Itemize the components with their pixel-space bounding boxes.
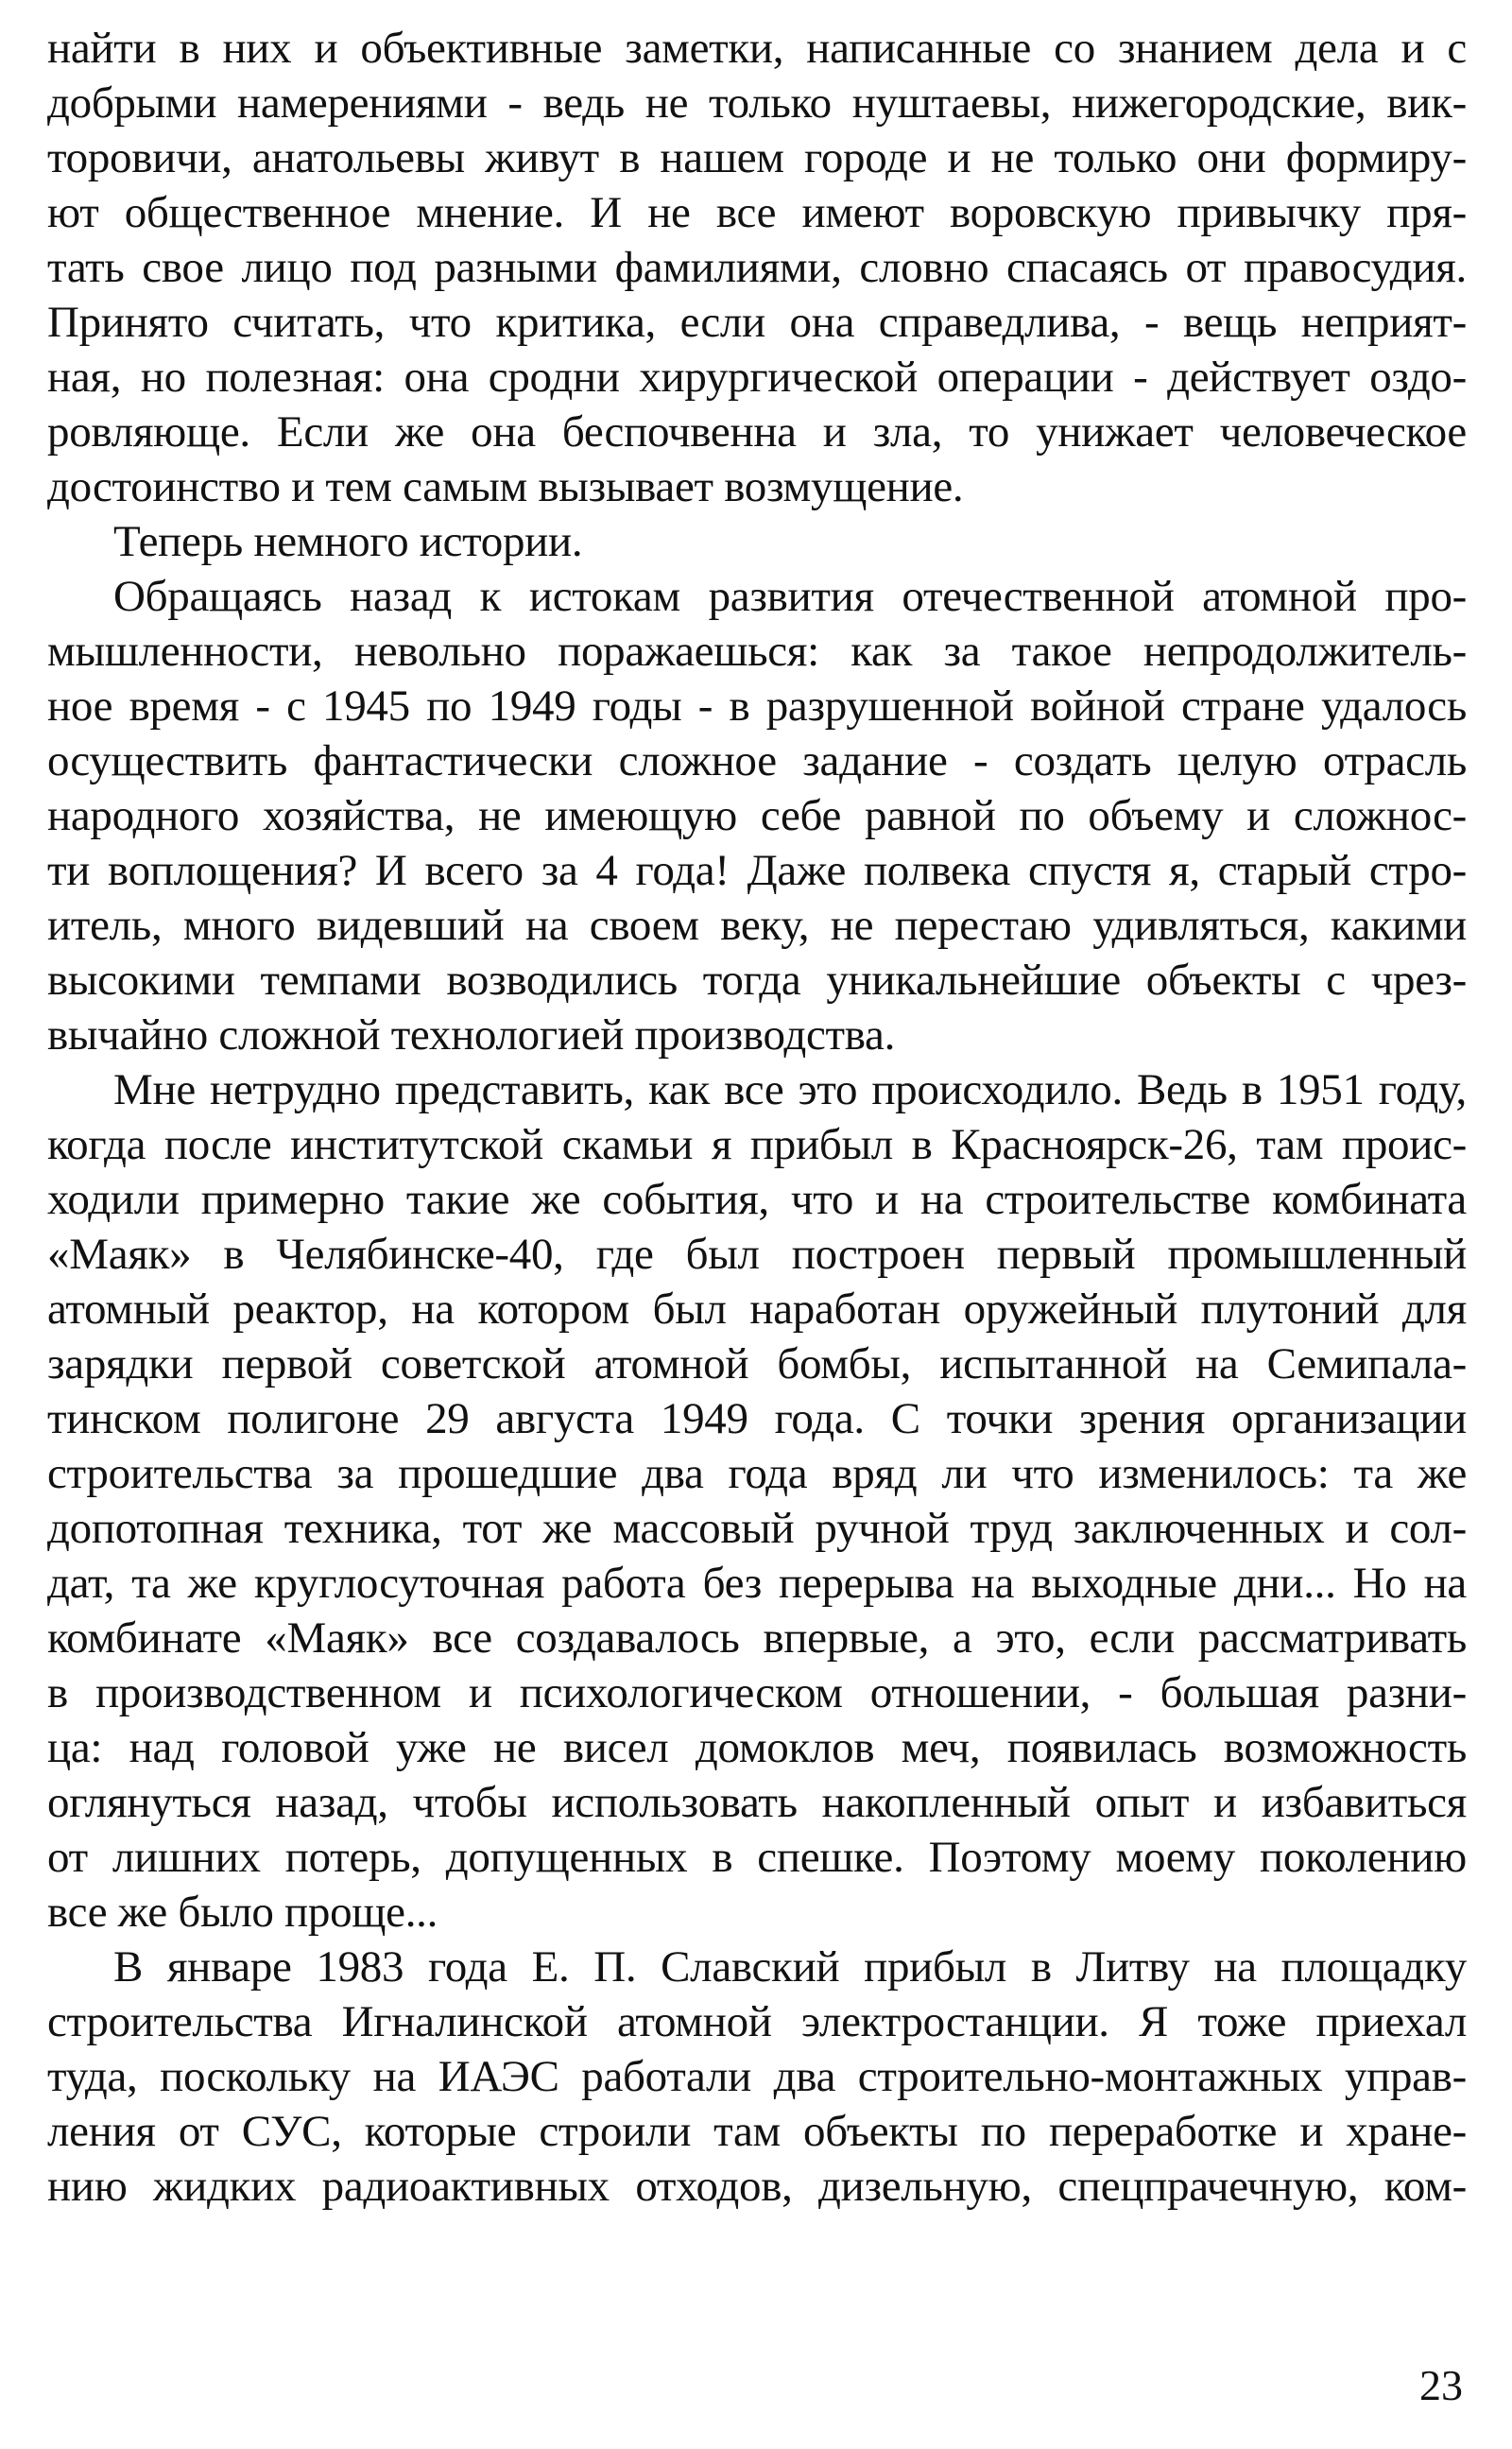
body-text xyxy=(47,21,1467,2214)
text-line: ца: над головой уже не висел домоклов меч, появилась возможность xyxy=(47,1723,1467,1772)
text-line: Обращаясь назад к истокам развития отечественной атомной про- xyxy=(113,572,1467,621)
text-line: В январе 1983 года Е. П. Славский прибыл в Литву на площадку xyxy=(113,1942,1467,1992)
text-line: комбинате «Маяк» все создавалось впервые, а это, если рассматривать xyxy=(47,1613,1467,1663)
text-line: зарядки первой советской атомной бомбы, испытанной на Семипала- xyxy=(47,1339,1467,1388)
text-line: добрыми намерениями - ведь не только нуштаевы, нижегородские, вик- xyxy=(47,78,1467,128)
text-line: мышленности, невольно поражаешься: как за такое непродолжитель- xyxy=(47,627,1467,676)
text-line: в производственном и психологическом отношении, - большая разни- xyxy=(47,1668,1467,1717)
text-line: нию жидких радиоактивных отходов, дизельную, спецпрачечную, ком- xyxy=(47,2162,1467,2211)
text-line: ное время - с 1945 по 1949 годы - в разрушенной войной стране удалось xyxy=(47,681,1467,731)
text-line: строительства за прошедшие два года вряд ли что изменилось: та же xyxy=(47,1449,1467,1498)
text-line: оглянуться назад, чтобы использовать накопленный опыт и избавиться xyxy=(47,1778,1467,1827)
text-line: вычайно сложной технологией производства. xyxy=(47,1010,896,1060)
text-line: дат, та же круглосуточная работа без перерыва на выходные дни... Но на xyxy=(47,1559,1467,1608)
text-line: строительства Игналинской атомной электростанции. Я тоже приехал xyxy=(47,1997,1467,2046)
text-line: все же было проще... xyxy=(47,1888,438,1937)
text-line: от лишних потерь, допущенных в спешке. Поэтому моему поколению xyxy=(47,1833,1467,1882)
text-line: допотопная техника, тот же массовый ручной труд заключенных и сол- xyxy=(47,1504,1467,1553)
text-line: атомный реактор, на котором был наработан оружейный плутоний для xyxy=(47,1285,1467,1334)
text-line: ти воплощения? И всего за 4 года! Даже полвека спустя я, старый стро- xyxy=(47,846,1467,895)
text-line: найти в них и объективные заметки, написанные со знанием дела и с xyxy=(47,24,1467,73)
text-line: высокими темпами возводились тогда уникальнейшие объекты с чрез- xyxy=(47,956,1467,1005)
text-line: тинском полигоне 29 августа 1949 года. С точки зрения организации xyxy=(47,1394,1467,1443)
text-line: туда, поскольку на ИАЭС работали два строительно-монтажных управ- xyxy=(47,2052,1467,2101)
text-line: Принято считать, что критика, если она справедлива, - вещь неприят- xyxy=(47,298,1467,347)
text-line: ления от СУС, которые строили там объекты по переработке и хране- xyxy=(47,2107,1467,2156)
text-line: Мне нетрудно представить, как все это происходило. Ведь в 1951 году, xyxy=(113,1065,1467,1114)
text-line: когда после институтской скамьи я прибыл в Красноярск-26, там проис- xyxy=(47,1120,1467,1169)
text-line: тать свое лицо под разными фамилиями, словно спасаясь от правосудия. xyxy=(47,243,1467,292)
text-line: народного хозяйства, не имеющую себе равной по объему и сложнос- xyxy=(47,791,1467,840)
text-line: ная, но полезная: она сродни хирургической операции - действует оздо- xyxy=(47,353,1467,402)
page-number: 23 xyxy=(1419,2361,1463,2409)
text-line: ют общественное мнение. И не все имеют воровскую привычку пря- xyxy=(47,188,1467,237)
text-line: Теперь немного истории. xyxy=(113,517,583,566)
text-line: итель, много видевший на своем веку, не перестаю удивляться, какими xyxy=(47,901,1467,950)
text-line: осуществить фантастически сложное задание - создать целую отрасль xyxy=(47,736,1467,785)
text-line: достоинство и тем самым вызывает возмущение. xyxy=(47,462,964,511)
text-line: ходили примерно такие же события, что и на строительстве комбината xyxy=(47,1175,1467,1224)
text-line: торовичи, анатольевы живут в нашем городе и не только они формиру- xyxy=(47,133,1467,182)
text-line: ровляюще. Если же она беспочвенна и зла, то унижает человеческое xyxy=(47,407,1467,457)
text-line: «Маяк» в Челябинске-40, где был построен первый промышленный xyxy=(47,1230,1467,1279)
